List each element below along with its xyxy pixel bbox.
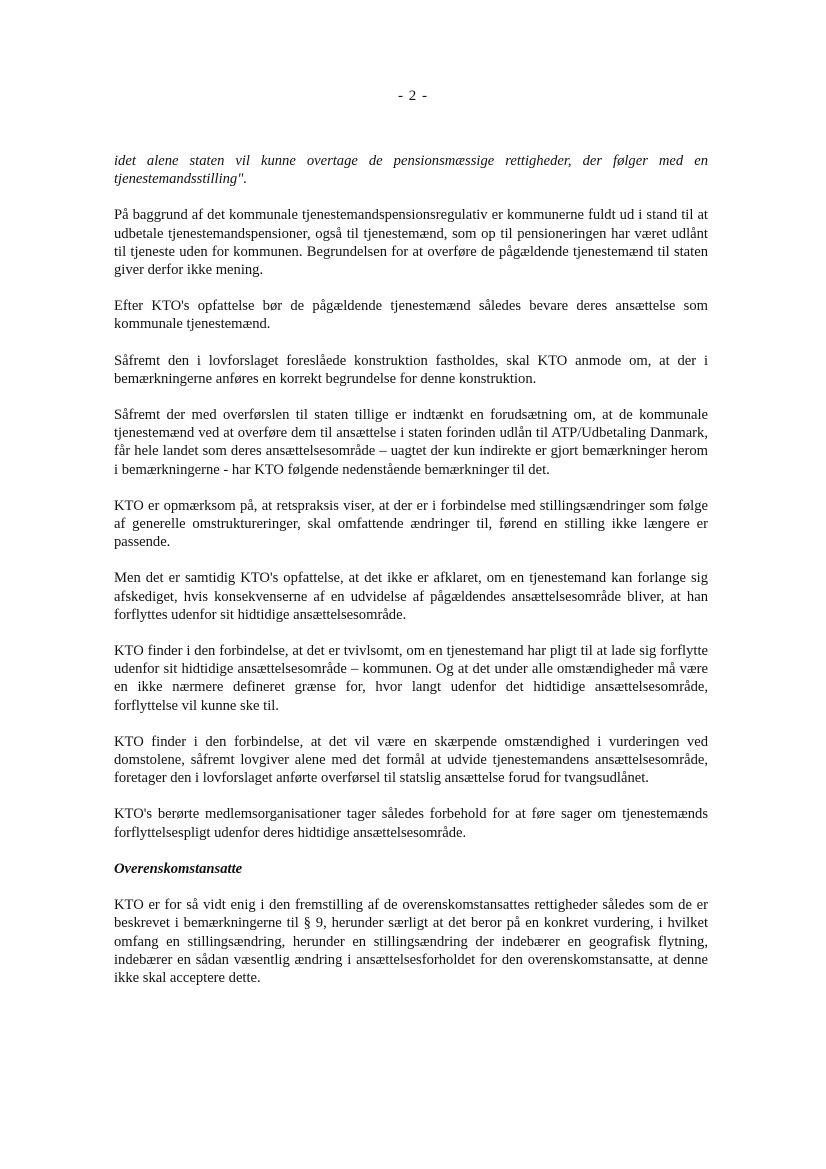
- body-paragraph: KTO's berørte medlemsorganisationer tager således forbehold for at føre sager om tjenestemænds forflyttelsespligt udenfor deres hidtidige ansættelsesområde.: [114, 806, 708, 841]
- page-number: - 2 -: [398, 88, 428, 104]
- body-paragraph: På baggrund af det kommunale tjenestemandspensionsregulativ er kommunerne fuldt ud i stand til at udbetale tjenestemandspensioner, også til tjenestemænd, som op til pensioneringen har været udlånt til tjeneste uden for kommunen. Begrundelsen for at overføre de pågældende tjenestemænd til staten giver derfor ikke mening.: [114, 207, 708, 279]
- quote-continuation-paragraph: idet alene staten vil kunne overtage de pensionsmæssige rettigheder, der følger med en tjenestemandsstilling".: [114, 153, 708, 188]
- section-paragraph: KTO er for så vidt enig i den fremstilling af de overenskomstansattes rettigheder således som de er beskrevet i bemærkningerne til § 9, herunder særligt at det beror på en konkret vurdering, i hvilket omfang en stillingsændring, herunder en stillingsændring der indebærer en geografisk flytning, indebærer en sådan væsentlig ændring i ansættelsesforholdet for den overenskomstansatte, at denne ikke skal acceptere dette.: [114, 897, 708, 986]
- document-body: [114, 152, 708, 1005]
- body-paragraph: KTO finder i den forbindelse, at det vil være en skærpende omstændighed i vurderingen ved domstolene, såfremt lovgiver alene med det formål at udvide tjenestemandens ansættelsesområde, foretager den i lovforslaget anførte overførsel til statslig ansættelse forud for tvangsudlånet.: [114, 733, 708, 787]
- body-paragraph: KTO er opmærksom på, at retspraksis viser, at der er i forbindelse med stillingsændringer som følge af generelle omstruktureringer, skal omfattende ændringer til, førend en stilling ikke længere er passende.: [114, 497, 708, 551]
- body-paragraph: Men det er samtidig KTO's opfattelse, at det ikke er afklaret, om en tjenestemand kan forlange sig afskediget, hvis konsekvenserne af en udvidelse af pågældendes ansættelsesområde bliver, at han forflyttes udenfor sit hidtidige ansættelsesområde.: [114, 570, 708, 623]
- body-paragraph: Efter KTO's opfattelse bør de pågældende tjenestemænd således bevare deres ansættelse som kommunale tjenestemænd.: [114, 298, 708, 333]
- body-paragraph: Såfremt den i lovforslaget foreslåede konstruktion fastholdes, skal KTO anmode om, at der i bemærkningerne anføres en korrekt begrundelse for denne konstruktion.: [114, 352, 708, 387]
- body-paragraph: KTO finder i den forbindelse, at det er tvivlsomt, om en tjenestemand har pligt til at lade sig forflytte udenfor sit hidtidige ansættelsesområde – kommunen. Og at det under alle omstændigheder må være en ikke nærmere defineret grænse for, hvor langt udenfor det hidtidige ansættelsesområde, forflyttelse vil kunne ske til.: [114, 643, 708, 714]
- body-paragraph: Såfremt der med overførslen til staten tillige er indtænkt en forudsætning om, at de kommunale tjenestemænd ved at overføre dem til ansættelse i staten forinden udlån til ATP/Udbetaling Danmark, får hele landet som deres ansættelsesområde – uagtet der kun indirekte er gjort bemærkninger herom i bemærkningerne - har KTO følgende nedenstående bemærkninger til det.: [114, 407, 708, 478]
- section-heading: Overenskomstansatte: [114, 860, 243, 877]
